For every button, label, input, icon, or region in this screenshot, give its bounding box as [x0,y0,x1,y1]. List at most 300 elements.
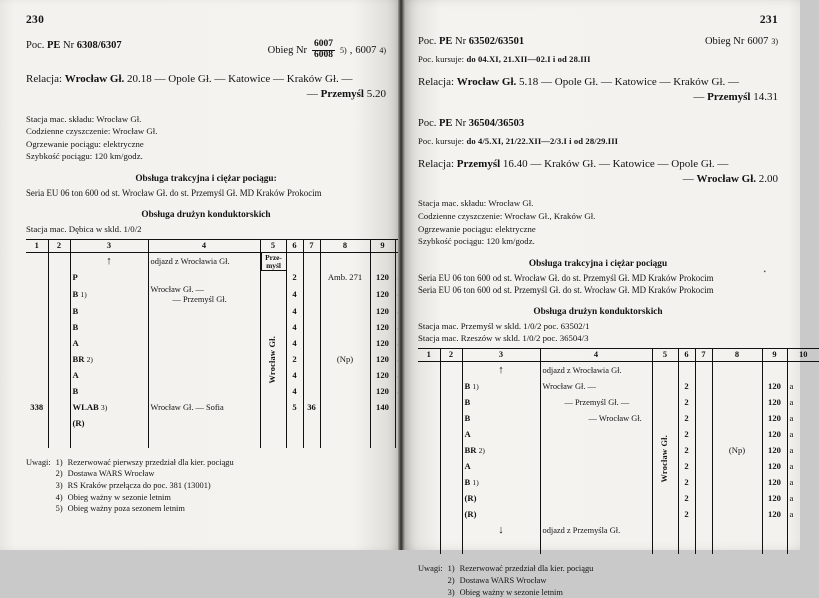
car-class: B [72,322,79,333]
cell-col8 [712,490,762,506]
cell-col4 [148,384,260,400]
cell-col8 [320,320,370,336]
cell-col4 [540,410,652,426]
obieg-denominator: 6008 [314,49,334,60]
cell-col10: a [787,410,819,426]
cell-col3 [70,416,148,432]
cell-col9: 120 [370,304,395,320]
cell-col3 [70,384,148,400]
cell-col9: 120 [762,394,787,410]
cell-col10 [787,538,819,554]
relacja-label: Relacja: [418,157,455,170]
cell-col6: 4 [286,368,303,384]
cell-col2 [48,368,70,384]
table-row [26,253,427,270]
cell-col6 [678,362,695,379]
cell-col1 [26,253,48,270]
book-gutter [398,0,405,550]
meta-line: Szybkość pociągu: 120 km/godz. [26,151,143,162]
table-row [26,304,427,320]
col5-vertical-label: Wrocław Gł. [660,434,670,483]
table-row [26,285,427,303]
cell-col3 [462,394,540,410]
cell-col7 [303,368,320,384]
cell-col7 [695,474,712,490]
traction-heading-left: Obsługa trakcyjna i ciężar pociągu: [135,174,277,185]
uwagi-label: Uwagi: [26,457,51,467]
cell-col3 [70,336,148,352]
cell-col8 [320,368,370,384]
cell-col2 [440,362,462,379]
page-right [402,0,808,597]
cell-col8 [320,416,370,432]
obieg-fraction [312,40,335,61]
cell-col3 [70,400,148,416]
cell-col1 [418,490,440,506]
cell-col9: 120 [762,426,787,442]
cell-col8 [712,410,762,426]
cell-col4: odjazd z Przemyśla Gł. [540,522,652,538]
cell-col7 [695,378,712,394]
col-header-3: 3 [70,240,148,253]
cell-col8 [712,426,762,442]
cell-col2 [48,285,70,303]
uwagi-row [26,468,234,480]
car-class: B [464,476,471,487]
cell-col7 [303,336,320,352]
meta-line: Szybkość pociągu: 120 km/godz. [418,236,535,247]
cell-col6: 2 [678,426,695,442]
cell-col7 [695,362,712,379]
traction-line: Seria EU 06 ton 600 od st. Wrocław Gł. do st. Przemyśl Gł. MD Kraków Prokocim [418,272,714,283]
meta-line: Stacja mac. składu: Wrocław Gł. [418,198,534,209]
relacja-right-2 [418,157,778,187]
cell-col4: Wrocław Gł. — Sofia [148,400,260,416]
poc-nr-label: Nr [455,117,467,129]
relacja-origin: Przemyśl [456,157,501,170]
cell-col1 [418,426,440,442]
cell-col2 [440,490,462,506]
car-class: B [72,306,79,317]
table-row [26,336,427,352]
relacja-left [26,72,386,102]
table-row [418,538,819,554]
table-row [418,426,819,442]
uwagi-number: 3) [447,587,455,597]
cell-col3 [462,538,540,554]
cell-col7 [695,442,712,458]
cell-col4 [148,432,260,448]
train-header-right-1 [418,36,778,47]
meta-right [418,197,778,247]
cell-col9: 120 [370,352,395,368]
uwagi-spacer [26,480,56,492]
col-header-4: 4 [148,240,260,253]
obieg-footnote-2: 4) [379,45,386,55]
page-left [0,0,402,550]
cell-col1 [418,394,440,410]
car-class: B [464,380,471,391]
cell-col9: 120 [370,320,395,336]
cell-col7 [695,538,712,554]
cell-col9 [370,432,395,448]
cell-col2 [440,538,462,554]
cell-col2 [440,394,462,410]
cell-col2 [48,384,70,400]
cell-col6: 5 [286,400,303,416]
cell-col2 [440,426,462,442]
relacja-rest: 16.40 — Kraków Gł. — Katowice — Opole Gł. — [500,157,729,170]
uwagi-spacer [26,503,56,515]
cell-col3 [462,410,540,426]
cell-col8 [712,538,762,554]
cell-col3-arrow-icon: ↑ [70,253,148,270]
uwagi-number: 2) [447,576,455,586]
uwagi-row [418,575,593,587]
uwagi-spacer [26,492,56,504]
cell-col6: 4 [286,320,303,336]
cell-col2 [48,253,70,270]
relacja-continuation [418,172,778,187]
car-class: B [72,386,79,397]
poc-label: Poc. [26,40,45,51]
col-header-8: 8 [712,349,762,362]
cell-col1 [418,410,440,426]
cell-col3 [462,426,540,442]
meta-left [26,113,386,163]
cell-col1: 338 [30,402,44,413]
cell-col3 [70,320,148,336]
poc-pe: PE [439,117,453,129]
table-row [26,432,427,448]
cell-col9: 120 [370,368,395,384]
obieg-value: 6007 [747,36,769,47]
cell-col7 [303,285,320,303]
relacja-label: Relacja: [26,72,63,85]
cell-col8: (Np) [320,352,370,368]
route-line-3: — Wrocław Gł. [588,413,642,423]
cell-col7 [303,320,320,336]
uwagi-number: 1) [55,457,63,467]
relacja-label: Relacja: [418,76,455,88]
cell-col2 [48,269,70,285]
cell-col9 [370,253,395,270]
poc-pe: PE [47,40,61,51]
crew-line: Stacja mac. Przemyśl w skld. 1/0/2 poc. 63502/1 [418,320,590,331]
cell-col3 [70,269,148,285]
table-row [26,269,427,285]
cell-col9: 120 [762,458,787,474]
crew-line: Stacja mac. Dębica w skld. 1/0/2 [26,224,142,235]
cell-col10 [787,522,819,538]
cell-col7 [695,394,712,410]
car-class: WLAB [72,402,99,413]
kursuje-value: do 4/5.XI, 21/22.XII—2/3.I i od 28/29.III [466,135,619,146]
car-note: 2) [86,355,93,365]
obieg-footnote-1: 5) [340,45,347,55]
car-class: A [72,338,79,349]
cell-col10: a [787,474,819,490]
stray-mark: • [763,268,766,276]
cell-col8 [712,474,762,490]
uwagi-row [418,563,593,575]
cell-col8 [320,384,370,400]
relacja-continuation [26,87,386,102]
cell-col4: odjazd z Wrocławia Gł. [540,362,652,379]
poc-nr-label: Nr [455,36,467,47]
col-header-5: 5 [652,349,678,362]
cell-col1 [418,442,440,458]
cell-col9: 120 [370,285,395,303]
cell-col4: odjazd z Wrocławia Gł. [148,253,260,270]
col5-vertical-label: Wrocław Gł. [268,335,278,384]
relacja-origin: Wrocław Gł. [456,76,517,88]
page-number-right: 231 [759,14,778,26]
uwagi-right [418,563,778,598]
obieg-footnote: 3) [771,37,778,46]
col-header-1: 1 [26,240,48,253]
relacja-right-1 [418,75,778,105]
cell-col4 [540,394,652,410]
car-note: 1) [472,477,479,487]
cell-col4 [540,458,652,474]
col-header-8: 8 [320,240,370,253]
cell-col4 [148,368,260,384]
cell-col3-arrow-icon: ↓ [462,522,540,538]
cell-col2 [440,410,462,426]
car-class: (R) [464,492,477,503]
cell-col5-route-group [652,362,678,555]
cell-col6 [286,416,303,432]
cell-col6: 2 [286,352,303,368]
uwagi-number: 4) [55,492,63,502]
cell-col3 [70,304,148,320]
table-row [26,368,427,384]
route-line-2: — Przemyśl Gł. — [564,397,630,407]
car-class: (R) [72,418,85,429]
car-class: B [72,288,79,299]
table-row [26,320,427,336]
cell-col1 [418,474,440,490]
cell-col1 [26,432,48,448]
train-number-line [418,36,524,47]
cell-col8 [712,506,762,522]
cell-col6: 2 [678,442,695,458]
cell-col10: a [787,490,819,506]
col-header-7: 7 [695,349,712,362]
przemysl-box: Prze- myśl [261,253,287,271]
col-header-6: 6 [678,349,695,362]
table-row [418,362,819,379]
obieg-label: Obieg Nr [704,36,745,47]
relacja-rest: 5.18 — Opole Gł. — Katowice — Kraków Gł. — [516,76,739,88]
cell-col6: 2 [678,490,695,506]
cell-col4 [148,416,260,432]
uwagi-text: Rezerwować przedział dla kier. pociągu [459,564,594,574]
cell-col6: 4 [286,304,303,320]
col-header-6: 6 [286,240,303,253]
car-class: (R) [464,508,477,519]
uwagi-number: 1) [447,564,455,574]
table-row [418,442,819,458]
cell-col1 [26,416,48,432]
cell-col7 [303,269,320,285]
cell-col9: 120 [762,442,787,458]
cell-col2 [48,304,70,320]
traction-heading-right: Obsługa trakcyjna i ciężar pociągu [528,258,668,269]
cell-col5-route-group [260,253,286,448]
table-row [26,400,427,416]
obieg-alt: 6007 [355,44,377,56]
cell-col1 [26,285,48,303]
meta-line: Ogrzewanie pociągu: elektryczne [418,223,536,234]
relacja-destination: Przemyśl [320,87,364,100]
cell-col8 [712,394,762,410]
kursuje-label: Poc. kursuje: [418,54,465,64]
car-class: A [464,460,471,471]
cell-col1 [26,368,48,384]
car-class: B [464,396,471,407]
poc-pe: PE [439,36,453,47]
table-row [26,416,427,432]
table-row [418,394,819,410]
meta-line: Codzienne czyszczenie: Wrocław Gł. [26,126,158,137]
cell-col6: 2 [678,458,695,474]
cell-col4 [148,269,260,285]
cell-col3 [462,458,540,474]
relacja-cont-dash: — [306,87,321,100]
obieg-line [268,40,386,61]
col-header-2: 2 [440,349,462,362]
relacja-arrival-time: 2.00 [756,172,778,185]
poc-label: Poc. [418,117,437,129]
col-header-3: 3 [462,349,540,362]
cell-col3 [70,432,148,448]
uwagi-label: Uwagi: [418,564,443,574]
cell-col4 [540,506,652,522]
cell-col4 [148,285,260,303]
cell-col10: a [787,378,819,394]
poc-number: 6308/6307 [76,40,122,51]
col-header-1: 1 [418,349,440,362]
cell-col7 [303,416,320,432]
kursuje-label: Poc. kursuje: [418,135,465,146]
traction-line: Seria EU 06 ton 600 od st. Wrocław Gł. do st. Przemyśl Gł. MD Kraków Prokocim [26,188,322,199]
meta-line: Stacja mac. składu: Wrocław Gł. [26,113,142,124]
col-header-5: 5 [260,240,286,253]
cell-col6 [678,538,695,554]
cell-col7 [695,490,712,506]
col-header-4: 4 [540,349,652,362]
cell-col9: 140 [370,400,395,416]
car-class: BR [464,444,477,455]
cell-col2 [48,432,70,448]
cell-col9: 120 [762,474,787,490]
uwagi-number: 5) [55,504,63,514]
car-class: BR [72,354,85,365]
poc-number: 63502/63501 [468,36,525,47]
cell-col8 [320,285,370,303]
meta-line: Codzienne czyszczenie: Wrocław Gł., Kraków Gł. [418,210,596,221]
cell-col1 [26,269,48,285]
relacja-arrival-time: 5.20 [364,87,386,100]
cell-col2 [440,378,462,394]
uwagi-spacer [418,587,448,598]
cell-col4 [148,304,260,320]
relacja-destination: Przemyśl [707,90,751,103]
table-row [418,474,819,490]
cell-col2 [440,458,462,474]
cell-col1 [26,384,48,400]
table-row [418,410,819,426]
uwagi-number: 3) [55,481,63,491]
car-class: P [72,271,78,282]
relacja-rest: 20.18 — Opole Gł. — Katowice — Kraków Gł. — [124,72,353,85]
meta-line: Ogrzewanie pociągu: elektryczne [26,138,144,149]
cell-col4 [540,442,652,458]
cell-col1 [418,522,440,538]
train-number-line [26,40,122,51]
page-number-left: 230 [26,14,45,26]
cell-col2 [48,320,70,336]
cell-col4 [540,474,652,490]
cell-col4 [540,426,652,442]
kursuje-right-1 [418,54,778,64]
cell-col3 [70,368,148,384]
uwagi-row [26,503,234,515]
col-header-9: 9 [370,240,395,253]
cell-col6: 4 [286,336,303,352]
cell-col6: 4 [286,384,303,400]
cell-col6: 2 [678,474,695,490]
cell-col1 [418,458,440,474]
cell-col9: 120 [762,378,787,394]
cell-col3 [462,490,540,506]
cell-col2 [440,522,462,538]
cell-col6: 2 [678,394,695,410]
col-header-7: 7 [303,240,320,253]
table-header-row [418,349,819,362]
cell-col10: a [787,506,819,522]
cell-col2 [440,506,462,522]
cell-col1 [26,304,48,320]
col-header-10: 10 [787,349,819,362]
cell-col7 [695,426,712,442]
cell-col8 [320,336,370,352]
cell-col10 [787,362,819,379]
car-class: A [464,428,471,439]
cell-col4: Wrocław Gł. — [540,378,652,394]
crew-line: Stacja mac. Rzeszów w skld. 1/0/2 poc. 36504/3 [418,333,589,344]
cell-col7 [303,304,320,320]
obieg-line [705,36,778,47]
poc-number: 36504/36503 [468,117,525,129]
cell-col10: a [787,426,819,442]
uwagi-text: Obieg ważny w sezonie letnim [459,587,563,597]
cell-col6: 2 [678,410,695,426]
table-row [26,384,427,400]
car-note: 3) [100,403,108,413]
cell-col6: 2 [678,378,695,394]
cell-col7 [303,432,320,448]
table-row [26,352,427,368]
cell-col9: 120 [762,490,787,506]
cell-col1 [26,352,48,368]
cell-col4 [148,352,260,368]
table-row [418,458,819,474]
cell-col1 [418,538,440,554]
cell-col7: 36 [303,400,320,416]
